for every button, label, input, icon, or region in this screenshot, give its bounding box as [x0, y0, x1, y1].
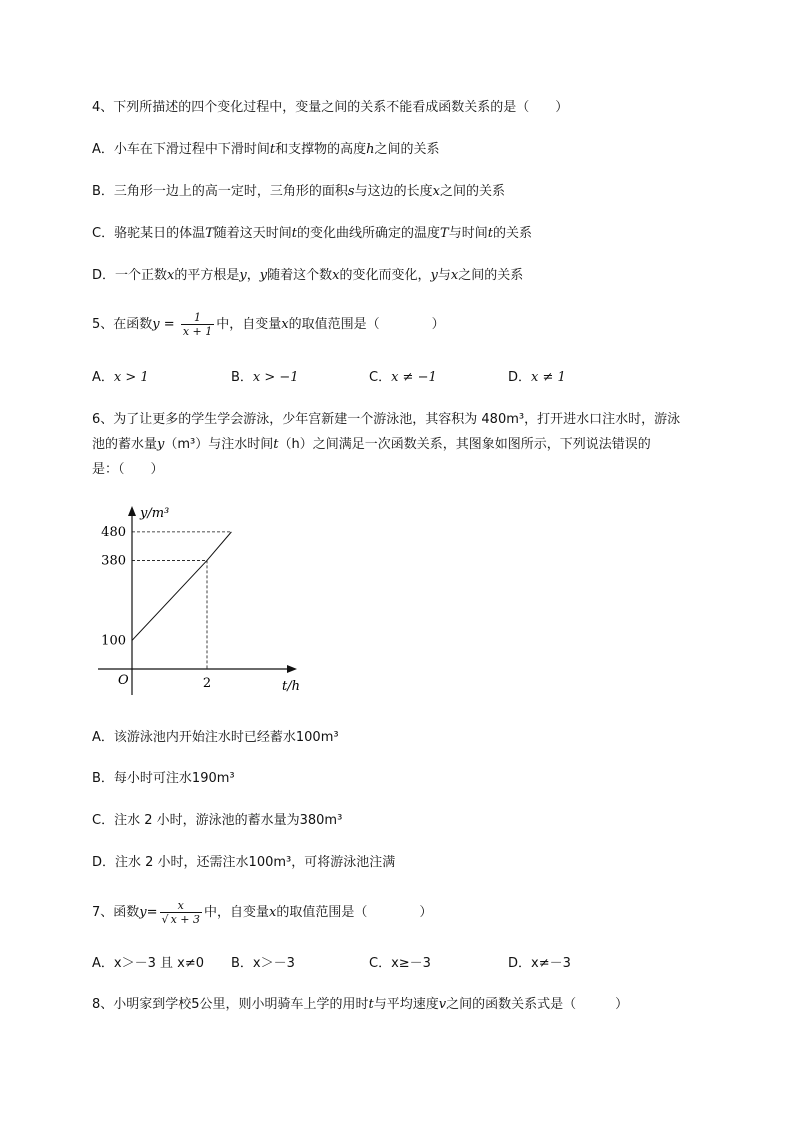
origin-label: O — [118, 673, 129, 688]
text: 随着这天时间 — [213, 226, 292, 241]
var: t — [368, 997, 374, 1012]
text: 的取值范围是（ ） — [276, 905, 433, 920]
var: y — [152, 317, 160, 332]
var: y — [139, 905, 147, 920]
q8-stem — [92, 996, 628, 1014]
var: y — [259, 268, 268, 283]
var: t — [291, 226, 297, 241]
q5-option-b[interactable] — [231, 369, 299, 387]
expr: x ≠ −1 — [391, 370, 437, 385]
var: T — [440, 226, 449, 241]
text: ， — [246, 268, 260, 283]
text: 的关系 — [492, 226, 532, 241]
text: 之间的函数关系式是（ ） — [446, 997, 629, 1012]
text: 7、函数 — [92, 905, 140, 920]
text: 和支撑物的高度 — [275, 142, 367, 157]
text: 中，自变量 — [216, 317, 282, 332]
text: 之间的关系 — [374, 142, 440, 157]
q6-stem-line1: 6、为了让更多的学生学会游泳，少年宫新建一个游泳池，其容积为 480m³，打开进水口注水时，游泳 — [92, 412, 681, 427]
text: D．一个正数 — [92, 268, 168, 283]
text: 与时间 — [448, 226, 488, 241]
q7-option-d[interactable] — [508, 955, 571, 973]
y-axis-arrow — [128, 506, 136, 516]
text: 与 — [437, 268, 451, 283]
x-axis-arrow — [287, 665, 297, 673]
q5-stem — [92, 308, 445, 342]
expr: x≥－3 — [391, 956, 431, 971]
text: （m³）与注水时间 — [164, 437, 274, 452]
text: （h）之间满足一次函数关系，其图象如图所示，下列说法错误的 — [278, 437, 651, 452]
fraction — [181, 311, 214, 339]
numerator: x — [160, 899, 202, 913]
q4-option-a[interactable] — [92, 141, 440, 159]
text: 的变化而变化， — [339, 268, 431, 283]
text: 随着这个数 — [267, 268, 333, 283]
q7-option-a[interactable] — [92, 955, 204, 973]
expr: x ≠ 1 — [531, 370, 566, 385]
q7-option-c[interactable] — [369, 955, 431, 973]
var: s — [347, 184, 355, 199]
var: t — [273, 437, 279, 452]
y-tick-label-380: 380 — [101, 553, 126, 569]
text: 的平方根是 — [174, 268, 240, 283]
y-tick-label-480: 480 — [101, 524, 126, 540]
label: B． — [231, 956, 253, 971]
q4-stem: 4、下列所描述的四个变化过程中，变量之间的关系不能看成函数关系的是（ ） — [92, 100, 569, 115]
label: A． — [92, 370, 114, 385]
var: y — [239, 268, 247, 283]
y-axis-label: y/m³ — [140, 506, 170, 521]
q5-option-c[interactable] — [369, 369, 437, 387]
fraction — [160, 899, 202, 927]
var: y — [157, 437, 165, 452]
numerator: 1 — [181, 311, 214, 325]
var: x — [269, 905, 277, 920]
var: x — [332, 268, 340, 283]
text: C．骆驼某日的体温 — [92, 226, 206, 241]
text: 的变化曲线所确定的温度 — [297, 226, 441, 241]
expr: x > 1 — [113, 370, 149, 385]
q6-option-c[interactable]: C．注水 2 小时，游泳池的蓄水量为380m³ — [92, 813, 343, 828]
label: D． — [508, 370, 532, 385]
q7-option-b[interactable] — [231, 955, 295, 973]
label: A． — [92, 956, 114, 971]
text: 中，自变量 — [203, 905, 269, 920]
y-tick-label-100: 100 — [101, 633, 126, 649]
q4-option-d[interactable] — [92, 267, 523, 285]
text: 池的蓄水量 — [92, 437, 158, 452]
water-volume-chart — [90, 500, 320, 700]
radicand: x + 3 — [170, 912, 200, 926]
var: h — [366, 142, 375, 157]
var: t — [269, 142, 276, 157]
label: D． — [508, 956, 532, 971]
q4-option-b[interactable] — [92, 183, 505, 201]
var: t — [487, 226, 493, 241]
text: 5、在函数 — [92, 317, 153, 332]
q7-stem — [92, 896, 432, 930]
q5-option-d[interactable] — [508, 369, 566, 387]
var: x — [167, 268, 175, 283]
text: 与这边的长度 — [354, 184, 433, 199]
q4-option-c[interactable] — [92, 225, 532, 243]
var: v — [438, 997, 447, 1012]
denominator: √ x + 3 — [161, 912, 200, 926]
q6-option-b[interactable]: B．每小时可注水190m³ — [92, 771, 235, 786]
text: 8、小明家到学校5公里，则小明骑车上学的用时 — [92, 997, 369, 1012]
label: B． — [231, 370, 253, 385]
text: = — [159, 317, 179, 332]
expr: x > −1 — [252, 370, 299, 385]
text: 之间的关系 — [439, 184, 505, 199]
q6-stem-line3: 是：（ ） — [92, 462, 164, 477]
var: x — [450, 268, 459, 283]
label: C． — [369, 956, 392, 971]
text: 之间的关系 — [458, 268, 524, 283]
text: 与平均速度 — [373, 997, 439, 1012]
x-axis-label: t/h — [282, 679, 300, 694]
q5-option-a[interactable] — [92, 369, 149, 387]
q6-option-a[interactable]: A．该游泳池内开始注水时已经蓄水100m³ — [92, 730, 339, 745]
var: x — [432, 184, 440, 199]
text: B．三角形一边上的高一定时，三角形的面积 — [92, 184, 348, 199]
q6-option-d[interactable]: D．注水 2 小时，还需注水100m³，可将游泳池注满 — [92, 855, 396, 870]
text: 的取值范围是（ ） — [288, 317, 445, 332]
denominator: x + 1 — [182, 324, 213, 338]
series-line — [132, 532, 231, 641]
text: A．小车在下滑过程中下滑时间 — [92, 142, 270, 157]
expr: x＞－3 且 x≠0 — [113, 956, 204, 971]
var: T — [205, 226, 214, 241]
text: = — [146, 905, 158, 920]
label: C． — [369, 370, 392, 385]
q6-stem-line2 — [92, 436, 651, 454]
expr: x＞－3 — [252, 956, 295, 971]
x-tick-label-2: 2 — [202, 676, 212, 691]
var: x — [281, 317, 289, 332]
var: y — [430, 268, 438, 283]
expr: x≠－3 — [531, 956, 571, 971]
